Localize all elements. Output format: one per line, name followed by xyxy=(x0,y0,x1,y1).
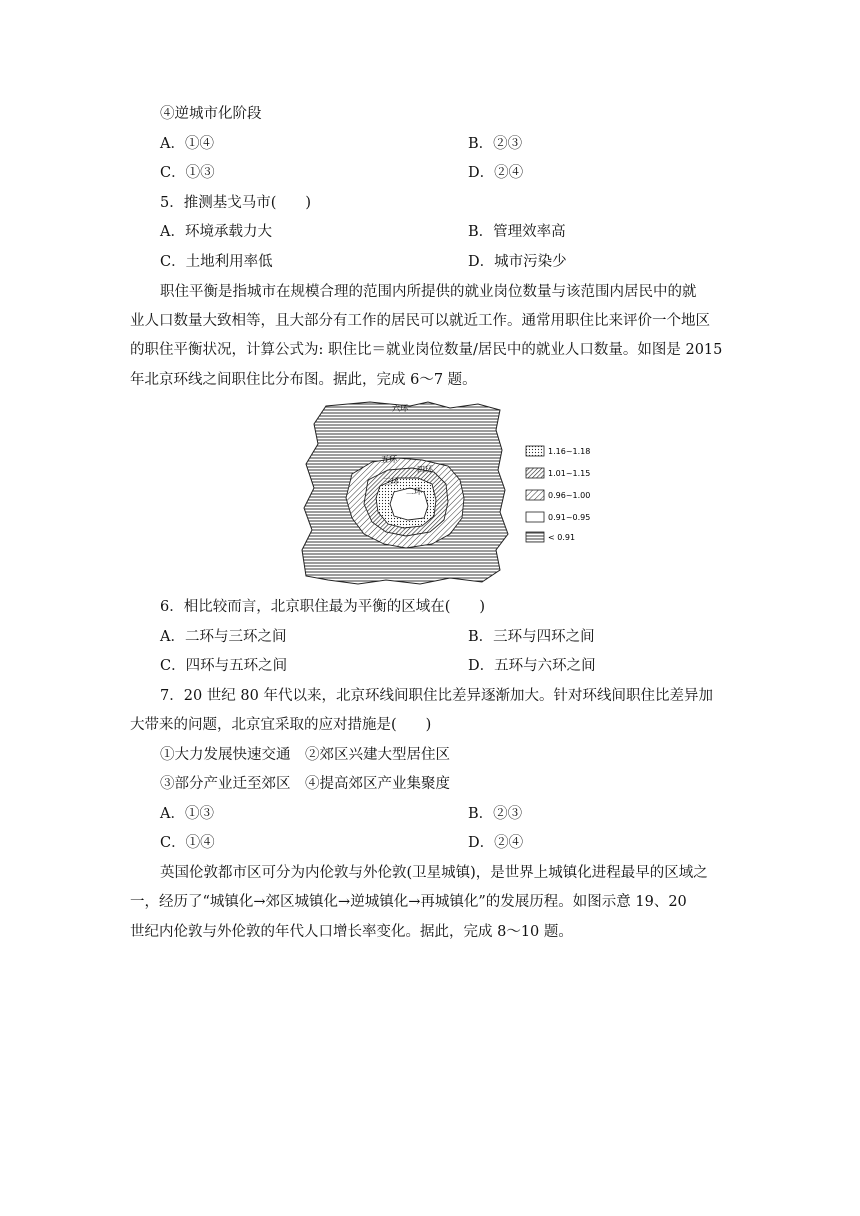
passage2-line-2: 一，经历了“城镇化→郊区城镇化→逆城镇化→再城镇化”的发展历程。如图示意 19、20 xyxy=(130,894,687,910)
legend-label-1: 1.16~1.18 xyxy=(548,447,591,456)
q5-option-b[interactable]: B．管理效率高 xyxy=(468,224,566,240)
legend-swatch-3 xyxy=(526,490,544,500)
passage1-line-1: 职住平衡是指城市在规模合理的范围内所提供的就业岗位数量与该范围内居民中的就 xyxy=(160,284,697,300)
q7-items-line-2: ③部分产业迁至郊区 ④提高郊区产业集聚度 xyxy=(160,776,450,792)
q4-option-c[interactable]: C．①③ xyxy=(160,165,215,181)
legend-label-2: 1.01~1.15 xyxy=(548,469,591,478)
q7-option-a[interactable]: A．①③ xyxy=(160,806,214,822)
ring-label-5: 五环 xyxy=(381,455,397,464)
map-svg xyxy=(300,400,600,585)
q7-option-b[interactable]: B．②③ xyxy=(468,806,523,822)
passage2-line-1: 英国伦敦都市区可分为内伦敦与外伦敦(卫星城镇)，是世界上城镇化进程最早的区域之 xyxy=(160,865,708,881)
q6-stem: 6．相比较而言，北京职住最为平衡的区域在( ) xyxy=(160,599,486,615)
map-legend xyxy=(526,446,590,542)
q7-stem-line-1: 7．20 世纪 80 年代以来，北京环线间职住比差异逐渐加大。针对环线间职住比差异加 xyxy=(160,688,713,704)
q5-stem: 5．推测基戈马市( ) xyxy=(160,195,312,211)
ring-label-4: 四环 xyxy=(417,465,433,474)
legend-swatch-2 xyxy=(526,468,544,478)
passage1-line-3: 的职住平衡状况，计算公式为: 职住比＝就业岗位数量/居民中的就业人口数量。如图是 2015 xyxy=(130,342,723,358)
passage1-line-4: 年北京环线之间职住比分布图。据此，完成 6～7 题。 xyxy=(130,372,477,388)
ring-label-2: 二环 xyxy=(406,487,422,496)
legend-label-5: < 0.91 xyxy=(548,533,576,542)
legend-swatch-1 xyxy=(526,446,544,456)
ring-label-3: 三环 xyxy=(383,477,399,486)
beijing-job-housing-map xyxy=(300,400,600,585)
passage2-line-3: 世纪内伦敦与外伦敦的年代人口增长率变化。据此，完成 8～10 题。 xyxy=(130,924,573,940)
legend-swatch-4 xyxy=(526,512,544,522)
legend-label-3: 0.96~1.00 xyxy=(548,491,591,500)
q6-option-c[interactable]: C．四环与五环之间 xyxy=(160,658,288,674)
q7-stem-line-2: 大带来的问题，北京宜采取的应对措施是( ) xyxy=(130,717,432,733)
q7-option-c[interactable]: C．①④ xyxy=(160,835,215,851)
q7-option-d[interactable]: D．②④ xyxy=(468,835,524,851)
q6-option-b[interactable]: B．三环与四环之间 xyxy=(468,629,595,645)
q6-option-a[interactable]: A．二环与三环之间 xyxy=(160,629,287,645)
q4-option-d[interactable]: D．②④ xyxy=(468,165,524,181)
legend-swatch-5 xyxy=(526,532,544,542)
q4-item-4: ④逆城市化阶段 xyxy=(160,106,262,122)
ring-label-6: 六环 xyxy=(392,404,408,413)
legend-label-4: 0.91~0.95 xyxy=(548,513,591,522)
q6-option-d[interactable]: D．五环与六环之间 xyxy=(468,658,596,674)
q5-option-a[interactable]: A．环境承载力大 xyxy=(160,224,272,240)
q4-option-a[interactable]: A．①④ xyxy=(160,136,214,152)
q5-option-d[interactable]: D．城市污染少 xyxy=(468,254,567,270)
q5-option-c[interactable]: C．土地利用率低 xyxy=(160,254,273,270)
q4-option-b[interactable]: B．②③ xyxy=(468,136,523,152)
q7-items-line-1: ①大力发展快速交通 ②郊区兴建大型居住区 xyxy=(160,747,450,763)
passage1-line-2: 业人口数量大致相等，且大部分有工作的居民可以就近工作。通常用职住比来评价一个地区 xyxy=(130,313,710,329)
